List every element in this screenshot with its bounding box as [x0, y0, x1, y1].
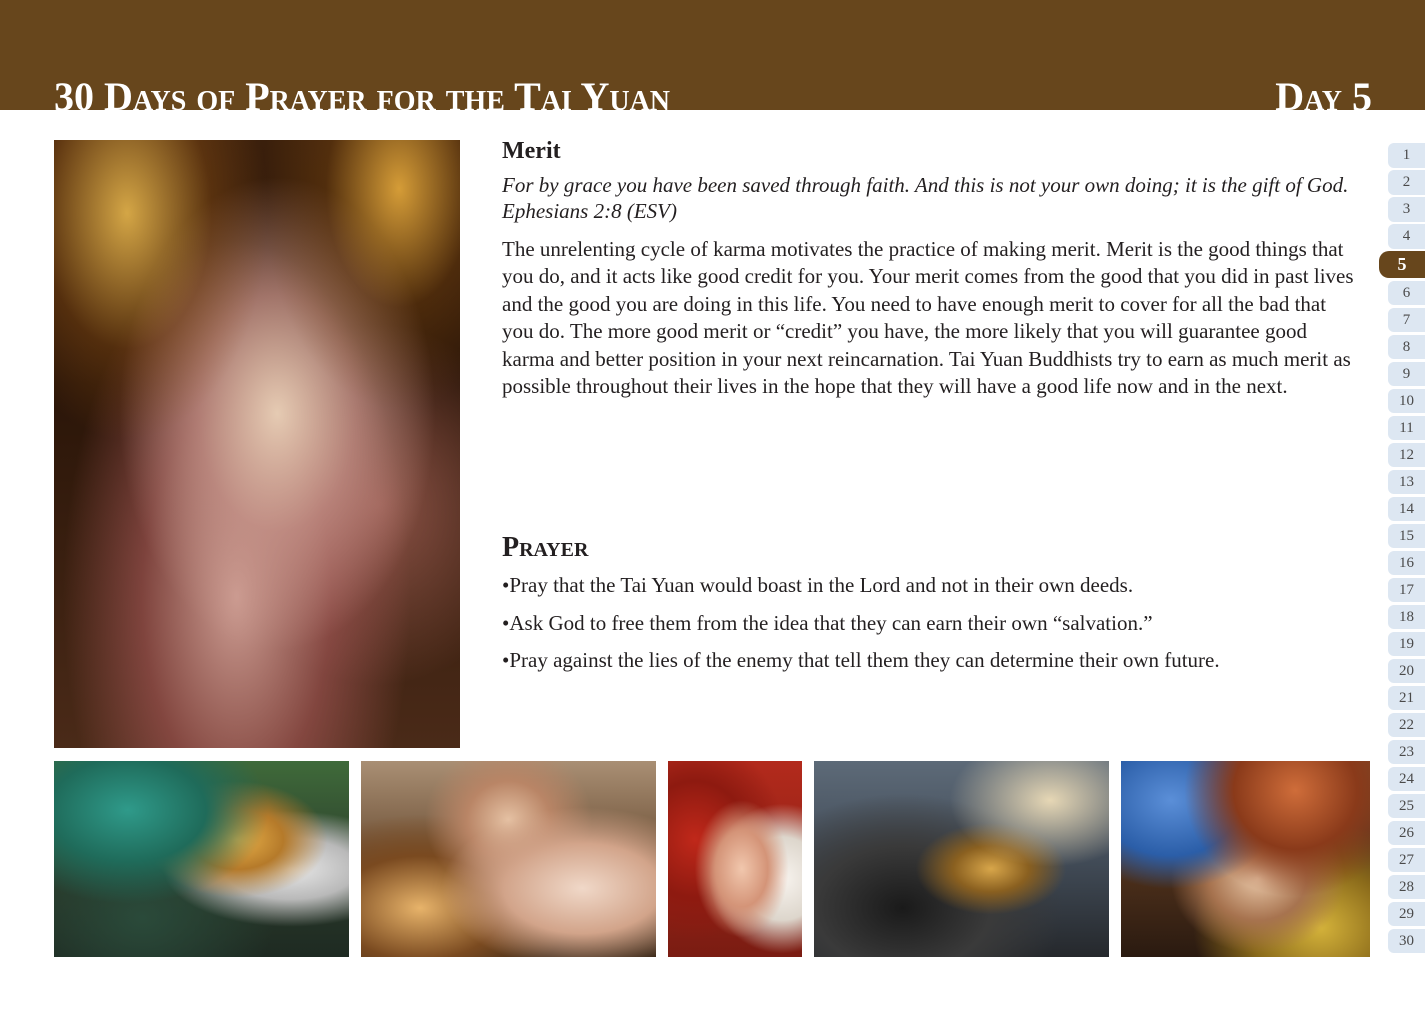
prayer-list: [502, 572, 1362, 685]
day-tab-9[interactable]: 9: [1388, 362, 1425, 387]
day-tab-8[interactable]: 8: [1388, 335, 1425, 360]
day-tab-18[interactable]: 18: [1388, 605, 1425, 630]
day-tab-21[interactable]: 21: [1388, 686, 1425, 711]
prayer-item: •Pray that the Tai Yuan would boast in the Lord and not in their own deeds.: [502, 573, 1134, 597]
day-tab-11[interactable]: 11: [1388, 416, 1425, 441]
day-tab-15[interactable]: 15: [1388, 524, 1425, 549]
day-label: Day 5: [1275, 74, 1372, 119]
day-tab-6[interactable]: 6: [1388, 281, 1425, 306]
flower-offering-photo: [1121, 761, 1370, 957]
temple-shrine-photo: [54, 761, 349, 957]
temple-bells-photo: [814, 761, 1109, 957]
prayer-item: •Ask God to free them from the idea that they can earn their own “salvation.”: [502, 610, 1153, 635]
day-tab-19[interactable]: 19: [1388, 632, 1425, 657]
day-tab-25[interactable]: 25: [1388, 794, 1425, 819]
merit-heading: Merit: [502, 138, 561, 164]
day-tab-13[interactable]: 13: [1388, 470, 1425, 495]
day-tab-5[interactable]: 5: [1379, 251, 1425, 278]
scripture-verse: For by grace you have been saved through faith. And this is not your own doing; it is the gift of God. Ephesians 2:8 (ESV): [502, 173, 1349, 223]
day-tab-12[interactable]: 12: [1388, 443, 1425, 468]
day-tab-10[interactable]: 10: [1388, 389, 1425, 414]
page-title: 30 Days of Prayer for the Tai Yuan: [54, 74, 671, 119]
day-tab-17[interactable]: 17: [1388, 578, 1425, 603]
day-tab-22[interactable]: 22: [1388, 713, 1425, 738]
day-tab-28[interactable]: 28: [1388, 875, 1425, 900]
day-tab-20[interactable]: 20: [1388, 659, 1425, 684]
money-tree-offering-photo: [54, 140, 460, 748]
prayer-heading: Prayer: [502, 532, 589, 563]
day-tab-index: [1388, 143, 1425, 956]
praying-woman-photo: [668, 761, 802, 957]
merit-section: [502, 136, 1357, 400]
day-tab-26[interactable]: 26: [1388, 821, 1425, 846]
day-tab-1[interactable]: 1: [1388, 143, 1425, 168]
day-tab-16[interactable]: 16: [1388, 551, 1425, 576]
day-tab-7[interactable]: 7: [1388, 308, 1425, 333]
day-tab-30[interactable]: 30: [1388, 929, 1425, 954]
day-tab-14[interactable]: 14: [1388, 497, 1425, 522]
day-tab-23[interactable]: 23: [1388, 740, 1425, 765]
day-tab-27[interactable]: 27: [1388, 848, 1425, 873]
day-tab-2[interactable]: 2: [1388, 170, 1425, 195]
day-tab-3[interactable]: 3: [1388, 197, 1425, 222]
prayer-item: •Pray against the lies of the enemy that tell them they can determine their own future.: [502, 648, 1220, 672]
day-tab-24[interactable]: 24: [1388, 767, 1425, 792]
page-header: [0, 0, 1425, 119]
merit-paragraph: The unrelenting cycle of karma motivates the practice of making merit. Merit is the good things that you do, and it acts like good credit for you. Your merit comes from the good that you did in past lives and the good you are doing in this life. You need to have enough merit to cover for all the bad that you do. The more good merit or “credit” you have, the more likely that you will guarantee good karma and better position in your next reincarnation. Tai Yuan Buddhists try to earn as much merit as possible throughout their lives in the hope that they will have a good life now and in the next.: [502, 237, 1354, 399]
day-tab-29[interactable]: 29: [1388, 902, 1425, 927]
day-tab-4[interactable]: 4: [1388, 224, 1425, 249]
offering-candles-photo: [361, 761, 656, 957]
